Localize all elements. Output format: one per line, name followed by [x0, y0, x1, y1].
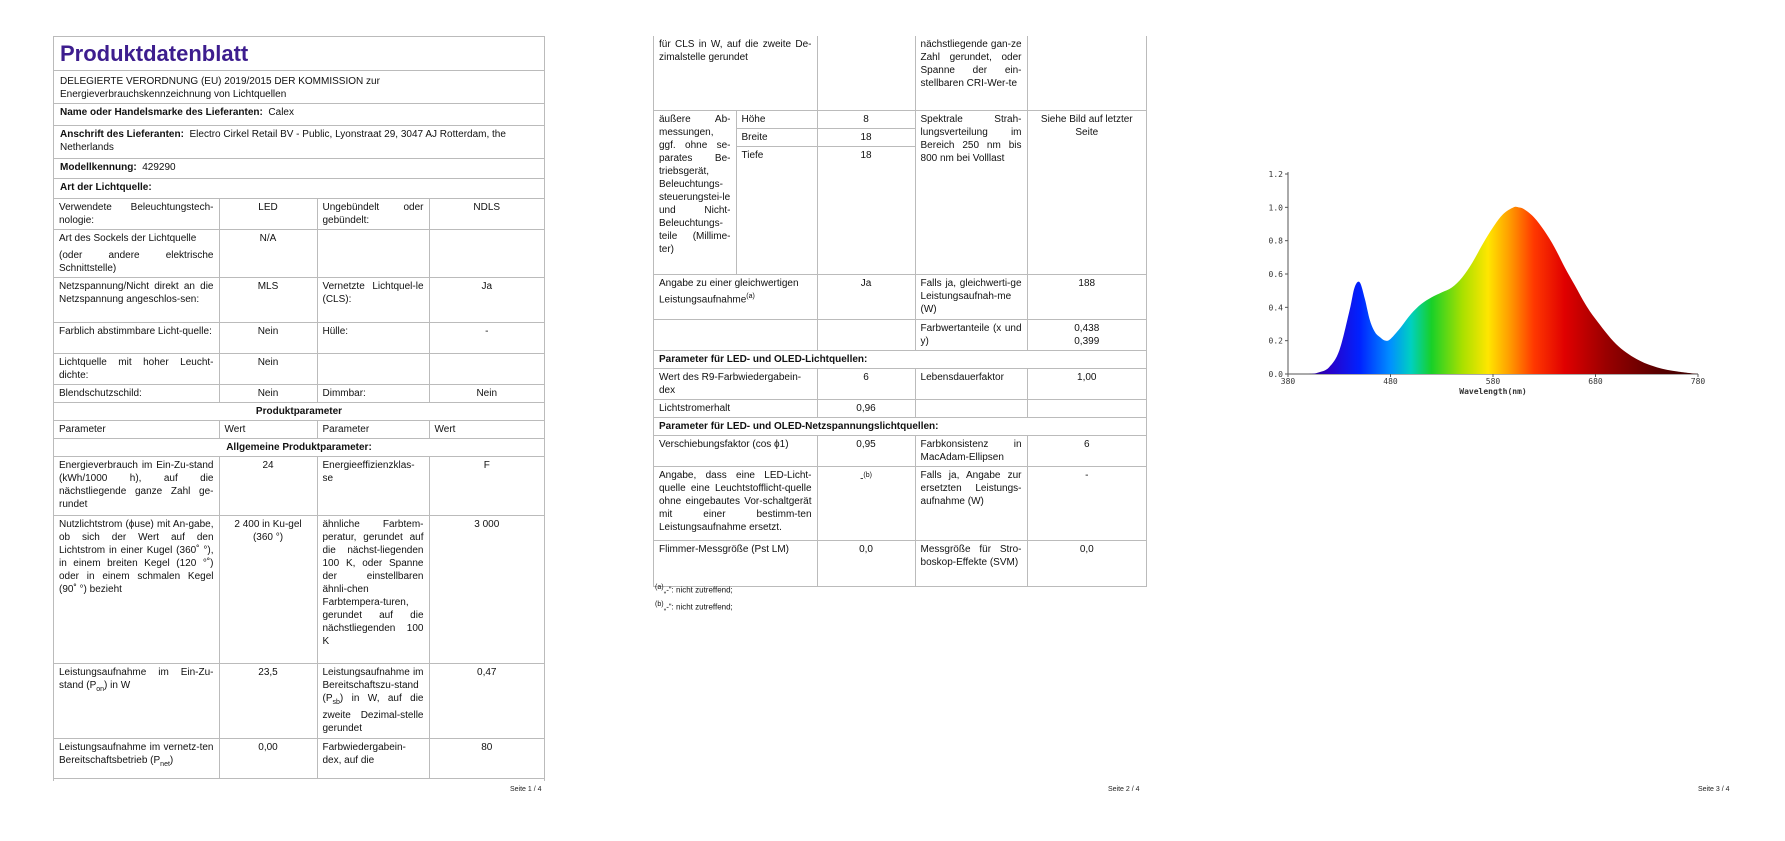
supplier-value: Calex	[268, 107, 294, 118]
cls-standby-label-continued: für CLS in W, auf die zweite De-zimalstelle gerundet	[654, 36, 817, 110]
power-on-label-text: Leistungsaufnahme im Ein-Zu-stand (P	[59, 667, 214, 691]
table-row	[654, 274, 1146, 319]
stroboscopic-value: 0,0	[1027, 540, 1146, 586]
power-standby-label-unit: ) in W, auf die zweite Dezimal-stelle gerundet	[322, 693, 424, 734]
r9-label: Wert des R9-Farbwiedergabein-dex	[654, 368, 817, 399]
empty-cell	[1027, 399, 1146, 417]
equivalent-power-value: 188	[1027, 274, 1146, 319]
table-row	[54, 230, 544, 278]
table-row	[654, 36, 1146, 110]
table-row	[54, 421, 544, 439]
replaced-power-label: Falls ja, Angabe zur ersetzten Leistungs-aufnahme (W)	[915, 466, 1027, 540]
empty-cell	[654, 319, 817, 350]
chromaticity-x: 0,438	[1074, 322, 1100, 334]
table-row	[654, 540, 1146, 586]
empty-cell	[317, 354, 429, 385]
table-row	[654, 417, 1146, 435]
supplier-row	[54, 104, 544, 126]
energy-class-value: F	[429, 457, 544, 516]
footnote-a-label: (a)	[655, 584, 664, 591]
socket-label-line-1: Art des Sockels der Lichtquelle	[59, 233, 197, 244]
spec-table-page-1	[54, 199, 544, 779]
subtitle-line-1: DELEGIERTE VERORDNUNG (EU) 2019/2015 DER KOMMISSION zur	[60, 76, 380, 87]
light-source-type-label: Art der Lichtquelle:	[60, 182, 152, 193]
empty-cell	[1027, 36, 1146, 110]
replacement-claim-value	[817, 466, 915, 540]
value-col-header: Wert	[219, 421, 317, 439]
page-1	[0, 0, 595, 841]
power-on-value: 23,5	[219, 664, 317, 739]
empty-cell	[317, 230, 429, 278]
x-tick-label: 780	[1690, 377, 1706, 386]
depth-label: Tiefe	[736, 146, 817, 274]
width-value: 18	[817, 128, 915, 146]
table-row	[654, 466, 1146, 540]
energy-consumption-value: 24	[219, 457, 317, 516]
page-3	[1190, 0, 1785, 841]
param-col-header: Parameter	[54, 421, 219, 439]
y-tick-label: 0.2	[1268, 336, 1283, 346]
tech-value: LED	[219, 199, 317, 230]
chromaticity-value	[1027, 319, 1146, 350]
empty-cell	[429, 230, 544, 278]
model-row	[54, 159, 544, 179]
address-value: Electro Cirkel Retail BV - Public, Lyonstraat 29, 3047 AJ Rotterdam, the Netherlands	[60, 129, 506, 153]
power-standby-label	[317, 664, 429, 739]
bundled-label: Ungebündelt oder gebündelt:	[317, 199, 429, 230]
table-row	[654, 350, 1146, 368]
energy-consumption-label: Energieverbrauch im Ein-Zu-stand (kWh/1000 h), auf die nächstliegende ganze Zahl ge-rundet	[54, 457, 219, 516]
socket-value: N/A	[219, 230, 317, 278]
footnote-b-text: „-“: nicht zutreffend;	[663, 602, 733, 612]
energy-class-label: Energieeffizienzklas-se	[317, 457, 429, 516]
equivalent-power-indication-text: Angabe zu einer gleichwertigen Leistungsaufnahme	[659, 277, 799, 305]
spectral-distribution-label: Spektrale Strah-lungsverteilung im Bereich 250 nm bis 800 nm bei Volllast	[915, 110, 1027, 274]
page-2	[595, 0, 1190, 841]
page-number: Seite 3 / 4	[1698, 786, 1730, 793]
x-tick-label: 480	[1383, 377, 1398, 386]
footnote-a	[655, 584, 733, 595]
table-row	[54, 199, 544, 230]
y-tick-label: 0.8	[1268, 236, 1283, 246]
replacement-claim-label: Angabe, dass eine LED-Licht-quelle eine Leuchtstofflicht-quelle ohne eingebautes Vor-schaltgerät mit einer bestimm-ten Leistungsaufnahme ersetzt.	[654, 466, 817, 540]
table-row	[654, 368, 1146, 399]
high-luminance-label: Lichtquelle mit hoher Leucht-dichte:	[54, 354, 219, 385]
power-standby-label-text: Leistungsaufnahme im Bereitschaftszu-stand (P	[322, 667, 424, 704]
luminous-flux-value: 2 400 in Ku-gel (360 °)	[219, 516, 317, 664]
light-source-type-row	[54, 179, 544, 199]
subtitle-line-2: Energieverbrauchskennzeichnung von Lichtquellen	[60, 89, 287, 100]
displacement-factor-label: Verschiebungsfaktor (cos ϕ1)	[654, 435, 817, 466]
dimensions-label: äußere Ab-messungen, ggf. ohne se-parates Be-triebsgerät, Beleuchtungs-steuerungstei-le und Nicht-Beleuchtungs-teile (Millime-ter)	[654, 110, 736, 274]
power-networked-label-text: Leistungsaufnahme im vernetz-ten Bereitschaftsbetrieb (P	[59, 742, 214, 766]
y-tick-label: 0.4	[1268, 303, 1283, 313]
cri-value: 80	[429, 739, 544, 779]
cls-value: Ja	[429, 278, 544, 323]
model-label: Modellkennung:	[60, 162, 137, 173]
y-tick-label: 1.2	[1268, 170, 1283, 179]
glare-shield-label: Blendschutzschild:	[54, 385, 219, 403]
table-row	[54, 385, 544, 403]
page-number: Seite 1 / 4	[510, 786, 542, 793]
x-axis-label: Wavelength(nm)	[1459, 387, 1527, 396]
table-row	[654, 110, 1146, 128]
color-tunable-value: Nein	[219, 323, 317, 354]
flicker-value: 0,0	[817, 540, 915, 586]
macadam-value: 6	[1027, 435, 1146, 466]
color-tunable-label: Farblich abstimmbare Licht-quelle:	[54, 323, 219, 354]
empty-cell	[915, 399, 1027, 417]
x-tick-label: 380	[1280, 377, 1296, 386]
address-row	[54, 126, 544, 159]
table-row	[54, 403, 544, 421]
empty-cell	[817, 36, 915, 110]
flicker-label: Flimmer-Messgröße (Pst LM)	[654, 540, 817, 586]
power-networked-subscript: net	[160, 761, 170, 768]
envelope-label: Hülle:	[317, 323, 429, 354]
tech-label: Verwendete Beleuchtungstech-nologie:	[54, 199, 219, 230]
table-row	[54, 439, 544, 457]
high-luminance-value: Nein	[219, 354, 317, 385]
power-networked-label-close: )	[169, 755, 174, 766]
stroboscopic-label: Messgröße für Stro-boskop-Effekte (SVM)	[915, 540, 1027, 586]
lumen-maintenance-value: 0,96	[817, 399, 915, 417]
spec-table-page-2	[654, 36, 1146, 587]
general-params-heading: Allgemeine Produktparameter:	[54, 439, 544, 457]
table-row	[54, 664, 544, 739]
mains-label: Netzspannung/Nicht direkt an die Netzspannung angeschlos-sen:	[54, 278, 219, 323]
table-row	[654, 435, 1146, 466]
power-networked-value: 0,00	[219, 739, 317, 779]
equivalent-power-indication-label	[654, 274, 817, 319]
cct-label: ähnliche Farbtem-peratur, gerundet auf die nächst-liegenden 100 K, oder Spanne der einstellbaren ähnli-chen Farbtempera-turen, gerundet auf die nächstliegenden 100 K	[317, 516, 429, 664]
chromaticity-label: Farbwertanteile (x und y)	[915, 319, 1027, 350]
replacement-claim-dash: -	[860, 472, 864, 484]
page-number: Seite 2 / 4	[1108, 786, 1140, 793]
macadam-label: Farbkonsistenz in MacAdam-Ellipsen	[915, 435, 1027, 466]
table-row	[654, 319, 1146, 350]
x-tick-label: 580	[1485, 377, 1501, 386]
power-standby-value: 0,47	[429, 664, 544, 739]
table-row	[54, 354, 544, 385]
equivalent-power-indication-value: Ja	[817, 274, 915, 319]
width-label: Breite	[736, 128, 817, 146]
datasheet-page-1	[53, 36, 545, 781]
height-label: Höhe	[736, 110, 817, 128]
param-col-header: Parameter	[317, 421, 429, 439]
y-tick-label: 1.0	[1268, 203, 1283, 213]
spectrum-area	[1288, 207, 1698, 374]
table-row	[54, 516, 544, 664]
lumen-maintenance-label: Lichtstromerhalt	[654, 399, 817, 417]
footnote-a-marker: (a)	[746, 292, 755, 300]
footnote-b-marker: (b)	[863, 471, 872, 479]
mains-value: MLS	[219, 278, 317, 323]
luminous-flux-label: Nutzlichtstrom (ϕuse) mit An-gabe, ob sich der Wert auf den Lichtstrom in einer Kugel (360˚ °), in einem breiten Kegel (120 °˚) oder in einem schmalen Kegel (90˚ °) bezieht	[54, 516, 219, 664]
envelope-value: -	[429, 323, 544, 354]
socket-label	[54, 230, 219, 278]
model-value: 429290	[142, 162, 176, 173]
socket-label-line-2: (oder andere elektrische Schnittstelle)	[59, 250, 214, 274]
x-tick-label: 680	[1588, 377, 1603, 386]
spectral-distribution-chart	[1190, 0, 1785, 841]
address-label: Anschrift des Lieferanten:	[60, 129, 184, 140]
supplier-label: Name oder Handelsmarke des Lieferanten:	[60, 107, 263, 118]
dimmable-label: Dimmbar:	[317, 385, 429, 403]
displacement-factor-value: 0,95	[817, 435, 915, 466]
table-row	[54, 278, 544, 323]
depth-value: 18	[817, 146, 915, 274]
led-params-heading: Parameter für LED- und OLED-Lichtquellen:	[654, 350, 1146, 368]
r9-value: 6	[817, 368, 915, 399]
cls-label: Vernetzte Lichtquel-le (CLS):	[317, 278, 429, 323]
table-row	[654, 399, 1146, 417]
cri-label-continued: nächstliegende gan-ze Zahl gerundet, oder Spanne der ein-stellbaren CRI-Wer-te	[915, 36, 1027, 110]
table-row	[54, 739, 544, 779]
chromaticity-y: 0,399	[1074, 335, 1100, 347]
empty-cell	[817, 319, 915, 350]
survival-factor-label: Lebensdauerfaktor	[915, 368, 1027, 399]
height-value: 8	[817, 110, 915, 128]
regulation-subtitle	[54, 71, 544, 104]
power-on-subscript: on	[96, 686, 105, 693]
bundled-value: NDLS	[429, 199, 544, 230]
y-tick-label: 0.0	[1268, 370, 1283, 379]
equivalent-power-label: Falls ja, gleichwerti-ge Leistungsaufnah-me (W)	[915, 274, 1027, 319]
power-on-label	[54, 664, 219, 739]
dimmable-value: Nein	[429, 385, 544, 403]
power-standby-subscript: sb	[332, 699, 340, 706]
table-row	[54, 457, 544, 516]
footnote-b-label: (b)	[655, 601, 664, 608]
spectral-distribution-value: Siehe Bild auf letzter Seite	[1027, 110, 1146, 274]
power-on-label-unit: ) in W	[104, 680, 131, 691]
y-tick-label: 0.6	[1268, 270, 1283, 279]
footnote-a-text: „-“: nicht zutreffend;	[663, 585, 733, 595]
empty-cell	[429, 354, 544, 385]
product-params-heading: Produktparameter	[54, 403, 544, 421]
cri-label: Farbwiedergabein-dex, auf die	[317, 739, 429, 779]
cct-value: 3 000	[429, 516, 544, 664]
glare-shield-value: Nein	[219, 385, 317, 403]
datasheet-page-2	[653, 36, 1147, 587]
replaced-power-value: -	[1027, 466, 1146, 540]
mains-led-params-heading: Parameter für LED- und OLED-Netzspannungslichtquellen:	[654, 417, 1146, 435]
power-networked-label	[54, 739, 219, 779]
survival-factor-value: 1,00	[1027, 368, 1146, 399]
table-row	[54, 323, 544, 354]
footnote-b	[655, 601, 733, 612]
value-col-header: Wert	[429, 421, 544, 439]
page-title: Produktdatenblatt	[54, 37, 544, 71]
